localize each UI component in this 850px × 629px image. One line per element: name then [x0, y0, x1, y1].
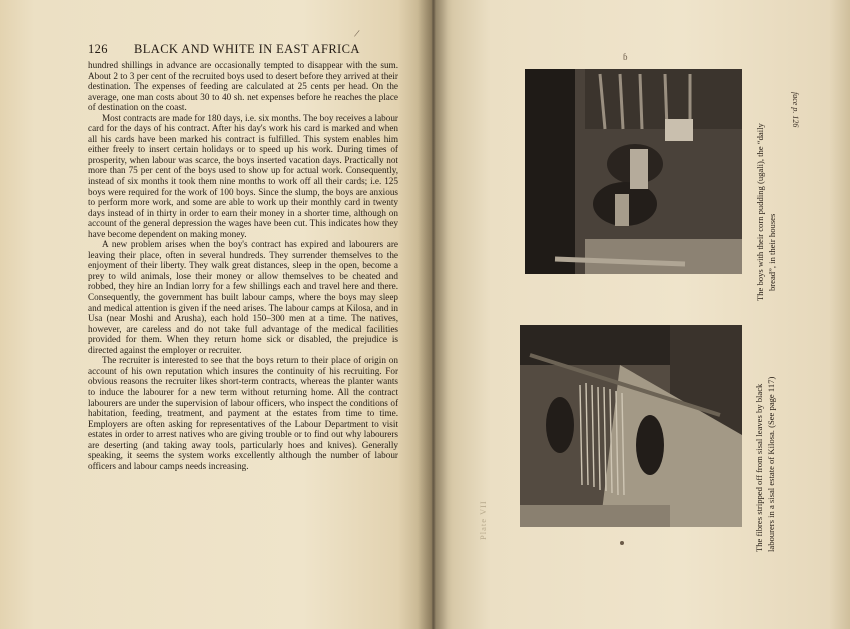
paragraph: Most contracts are made for 180 days, i.e. six months. The boy receives a labour card for the days of his contract. After his day's work his card is marked and when all his cards have been marked his contract is fulfilled. This system enables him either freely to insert certain holidays or to speed up his work. During times of prosperity, when labour was scarce, the boys inserted vacation days. Practically not more than 75 per cent of the boys used to show up for actual work. Consequently, instead of six months it took them nine months to work off all their cards; i.e. 125 boys were required for the work of 100 boys. Since the slump, the boys are anxious to perform more work, and some are able to work up their monthly card in twenty days instead of in thirty in order to earn their money in a shorter time, although on account of the general depression the wages have been cut. This indicates how they have become dependent on making money. — [88, 112, 398, 239]
pencil-mark: ɓ — [623, 52, 628, 62]
caption-top-line1: The boys with their corn pudding (ugali), the “daily — [755, 123, 765, 301]
pencil-mark: / — [353, 27, 361, 41]
paragraph: hundred shillings in advance are occasionally tempted to disappear with the sum. About 2 to 3 per cent of the recruited boys used to desert before they arrived at their destination. The expenses of feeding are calculated at 25 cents per head. On the average, one man costs about 30 to 40 sh. net expenses before he reaches the place of destination on the coast. — [88, 60, 398, 113]
photo-corn-pudding — [525, 69, 742, 274]
caption-bottom-line2: labourers in a sisal estate of Kilosa. (See page 117) — [766, 376, 776, 552]
plate-label: Plate VII — [478, 500, 488, 540]
face-page-note: face p. 126 — [791, 92, 800, 128]
photo-sisal-fibres-image — [520, 325, 742, 527]
book-gutter — [418, 0, 448, 629]
photo-corn-pudding-image — [525, 69, 742, 274]
photo-sisal-fibres — [520, 325, 742, 527]
body-text — [88, 60, 398, 471]
page-dot — [620, 541, 624, 545]
caption-top-line2: bread”, in their houses — [767, 213, 777, 291]
paragraph: The recruiter is interested to see that the boys return to their place of origin on account of his own reputation which insures the continuity of his recruiting. For obvious reasons the recruiter likes short-term contracts, whereas the planter wants to induce the labourer for a new term without returning home. All the contract labourers are under the supervision of labour officers, who inspect the conditions of habitation, feeding, treatment, and payment at the estates from time to time. Employers are often asking for representatives of the Labour Department to visit estates in order to arrest natives who are giving trouble or to find out why labourers are deserting (and taking away tools, particularly hoes and knives). Generally speaking, it seems the system works excellently although the number of labour officers and labour camps needs increasing. — [88, 355, 398, 471]
running-head: BLACK AND WHITE IN EAST AFRICA — [134, 42, 360, 56]
caption-bottom-line1: The fibres stripped off from sisal leaves by black — [754, 383, 764, 552]
paragraph: A new problem arises when the boy's contract has expired and labourers are leaving their place, often in several hundreds. They surrender themselves to the enjoyment of their liberty. They walk great distances, sleep in the open, become a prey to wild animals, lose their money or allow themselves to be cheated and robbed, they hire an Indian lorry for a few shillings each and travel here and there. Consequently, the government has built labour camps, where the boys may sleep and medical attention is given if the need arises. The labour camps at Kilosa, and in Usa (near Moshi and Arusha), each hold 150–300 men at a time. The natives, however, are careless and do not take full advantage of the medical facilities provided for them. When they return home sick or disabled, the prejudice is directed against the employer or recruiter. — [88, 239, 398, 355]
page-number: 126 — [88, 42, 108, 56]
